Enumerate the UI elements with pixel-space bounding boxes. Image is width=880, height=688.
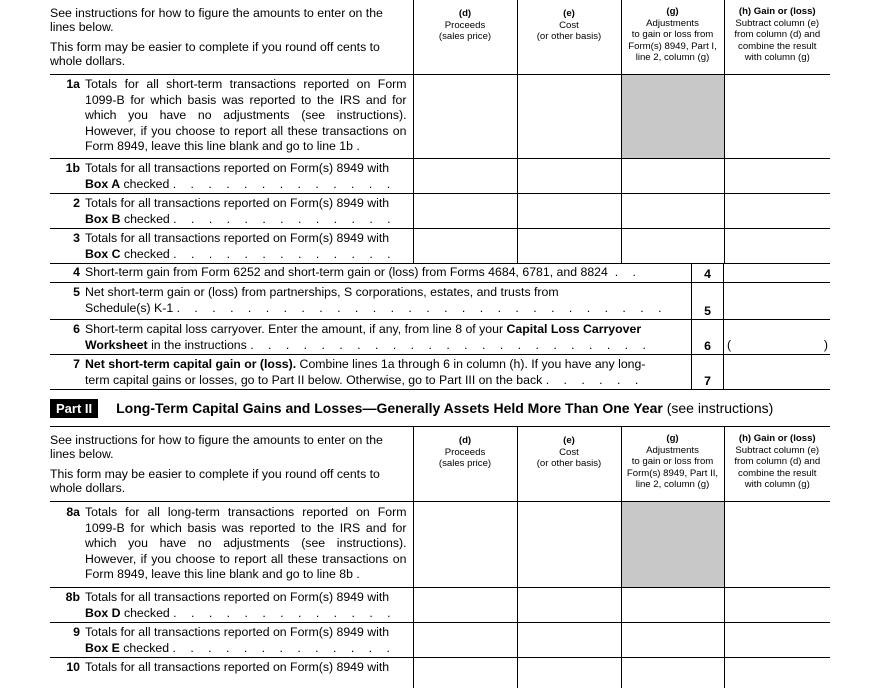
line-2-proceeds-input[interactable] [413, 194, 517, 229]
line-8b-proceeds-input[interactable] [413, 588, 517, 623]
line-number: 2 [73, 196, 80, 210]
line-1b-row: 1b Totals for all transactions reported on Form(s) 8949 with Box A checked . . . . . . . . . . . . . [50, 159, 830, 194]
line-number: 1b [65, 161, 80, 175]
line-2-row: 2 Totals for all transactions reported on Form(s) 8949 with Box B checked . . . . . . . . . . . . . [50, 194, 830, 229]
part2-table [50, 427, 830, 688]
header-instructions [50, 0, 413, 75]
line-1b-text: Totals for all transactions reported on Form(s) 8949 with [85, 161, 390, 175]
line-6-text: Short-term capital loss carryover. Enter the amount, if any, from line 8 of your [85, 322, 507, 336]
line-7-amount-input[interactable] [723, 355, 830, 389]
line-1a-cost-input[interactable] [517, 75, 621, 159]
line-7-bold-text: Net short-term capital gain or (loss). [85, 357, 297, 371]
round-note-text: This form may be easier to complete if you round off cents to whole dollars. [50, 40, 380, 68]
instructions-text: See instructions for how to figure the amounts to enter on the lines below. [50, 433, 383, 461]
part1-header-row [50, 0, 830, 75]
box-label: Box A [85, 176, 121, 191]
line-3-gain-input[interactable] [724, 229, 830, 264]
col-e-header: (e) Cost (or other basis) [517, 0, 621, 75]
line-number: 4 [73, 265, 80, 279]
line-4-row: 4 Short-term gain from Form 6252 and short-term gain or (loss) from Forms 4684, 6781, and 8824 . . 4 [50, 264, 830, 283]
line-2-gain-input[interactable] [724, 194, 830, 229]
line-9-gain-input[interactable] [724, 623, 830, 658]
line-1a-proceeds-input[interactable] [413, 75, 517, 159]
box-label: Box E [85, 640, 120, 655]
line-3-proceeds-input[interactable] [413, 229, 517, 264]
line-1a-adjustments-shaded [621, 75, 724, 159]
line-8a-gain-input[interactable] [724, 502, 830, 588]
line-number: 7 [73, 357, 80, 371]
line-1b-cost-input[interactable] [517, 159, 621, 194]
col-e-header: (e) Cost (or other basis) [517, 427, 621, 502]
line-7-box-number: 7 [691, 355, 723, 389]
line-8a-text: Totals for all long-term transactions reported on Form 1099-B for which basis was reported to the IRS and for which you have no adjustments (see instructions). However, if you choose to report all these transactions on Form 8949, leave this line blank and go to line 8b [85, 505, 407, 581]
line-10-row [50, 658, 830, 688]
line-8a-row: 8a Totals for all long-term transactions reported on Form 1099-B for which basis was reported to the IRS and for which you have no adjustments (see instructions). However, if you choose to report all these transactions on Form 8949, leave this line blank and go to line 8b . [50, 502, 830, 588]
line-5-box-number: 5 [691, 283, 723, 319]
line-9-row: 9 Totals for all transactions reported on Form(s) 8949 with Box E checked . . . . . . . . . . . . . [50, 623, 830, 658]
line-10-text: Totals for all transactions reported on Form(s) 8949 with [85, 660, 390, 674]
line-7-row: 7 Net short-term capital gain or (loss). Combine lines 1a through 6 in column (h). If you have any long- term capital gains or losses, go to Part II below. Otherwise, go to Part III on the back . . . . . . 7 [50, 355, 830, 390]
line-number: 3 [73, 231, 80, 245]
instructions-text: See instructions for how to figure the amounts to enter on the lines below. [50, 6, 383, 34]
line-4-text: Short-term gain from Form 6252 and short-term gain or (loss) from Forms 4684, 6781, and 8824 [85, 265, 608, 279]
line-8a-cost-input[interactable] [517, 502, 621, 588]
line-8b-row: 8b Totals for all transactions reported on Form(s) 8949 with Box D checked . . . . . . . . . . . . . [50, 588, 830, 623]
line-2-cost-input[interactable] [517, 194, 621, 229]
box-label: Box C [85, 246, 121, 261]
col-h-header: (h) Gain or (loss) Subtract column (e) from column (d) and combine the result with column (g) [724, 0, 830, 75]
col-g-header: (g) Adjustments to gain or loss from Form(s) 8949, Part II, line 2, column (g) [621, 427, 724, 502]
line-1a-row: 1a Totals for all short-term transactions reported on Form 1099-B for which basis was reported to the IRS and for which you have no adjustments (see instructions). However, if you choose to report all these transactions on Form 8949, leave this line blank and go to line 1b . [50, 75, 830, 159]
line-3-adjustments-input[interactable] [621, 229, 724, 264]
line-1b-gain-input[interactable] [724, 159, 830, 194]
line-8a-adjustments-shaded [621, 502, 724, 588]
col-h-header: (h) Gain or (loss) Subtract column (e) from column (d) and combine the result with column (g) [724, 427, 830, 502]
line-9-cost-input[interactable] [517, 623, 621, 658]
line-number: 9 [73, 625, 80, 639]
line-number: 1a [66, 77, 80, 91]
line-8b-gain-input[interactable] [724, 588, 830, 623]
line-3-row: 3 Totals for all transactions reported on Form(s) 8949 with Box C checked . . . . . . . . . . . . . [50, 229, 830, 264]
line-3-text: Totals for all transactions reported on Form(s) 8949 with [85, 231, 390, 245]
line-2-text: Totals for all transactions reported on Form(s) 8949 with [85, 196, 390, 210]
line-6-amount-input[interactable] [723, 320, 830, 354]
line-1b-adjustments-input[interactable] [621, 159, 724, 194]
line-10-proceeds-input[interactable] [413, 658, 517, 688]
line-5-row: 5 Net short-term gain or (loss) from partnerships, S corporations, estates, and trusts from Schedule(s) K-1 . . . . . . . . . . . . . . . . . . . . . . . . . . . . 5 [50, 283, 830, 320]
line-9-proceeds-input[interactable] [413, 623, 517, 658]
header-instructions [50, 427, 413, 502]
line-8a-proceeds-input[interactable] [413, 502, 517, 588]
line-10-cost-input[interactable] [517, 658, 621, 688]
close-paren: ) [823, 337, 828, 352]
line-number: 8a [66, 505, 80, 519]
box-label: Box B [85, 211, 121, 226]
line-1a-text: Totals for all short-term transactions reported on Form 1099-B for which basis was reported to the IRS and for which you have no adjustments (see instructions). However, if you choose to report all these transactions on Form 8949, leave this line blank and go to line 1b [85, 77, 407, 153]
part2-title: Long-Term Capital Gains and Losses—Generally Assets Held More Than One Year (see instructions) [116, 400, 774, 416]
line-6-row: 6 Short-term capital loss carryover. Enter the amount, if any, from line 8 of your Capital Loss Carryover Worksheet in the instructions . . . . . . . . . . . . . . . . . . . . . . . 6 ( ) [50, 320, 830, 355]
line-2-adjustments-input[interactable] [621, 194, 724, 229]
box-label: Box D [85, 605, 121, 620]
line-5-text: Net short-term gain or (loss) from partnerships, S corporations, estates, and trusts from [85, 285, 559, 299]
line-9-text: Totals for all transactions reported on Form(s) 8949 with [85, 625, 390, 639]
open-paren: ( [727, 337, 732, 352]
line-4-amount-input[interactable] [723, 264, 830, 282]
line-3-cost-input[interactable] [517, 229, 621, 264]
line-5-amount-input[interactable] [723, 283, 830, 319]
line-number: 6 [73, 322, 80, 336]
line-8b-cost-input[interactable] [517, 588, 621, 623]
col-d-header: (d) Proceeds (sales price) [413, 427, 517, 502]
line-8b-text: Totals for all transactions reported on Form(s) 8949 with [85, 590, 390, 604]
line-10-adjustments-input[interactable] [621, 658, 724, 688]
line-4-box-number: 4 [691, 264, 723, 282]
line-number: 5 [73, 285, 80, 299]
line-number: 8b [65, 590, 80, 604]
line-6-box-number: 6 [691, 320, 723, 354]
part2-badge: Part II [50, 399, 98, 418]
line-9-adjustments-input[interactable] [621, 623, 724, 658]
part2-heading [50, 390, 830, 427]
line-number: 10 [66, 660, 80, 674]
part2-header-row [50, 427, 830, 502]
round-note-text: This form may be easier to complete if you round off cents to whole dollars. [50, 467, 380, 495]
line-10-gain-input[interactable] [724, 658, 830, 688]
line-7-text: Combine lines 1a through 6 in column (h). If you have any long- [296, 357, 646, 371]
col-d-header: (d) Proceeds (sales price) [413, 0, 517, 75]
line-8b-adjustments-input[interactable] [621, 588, 724, 623]
line-1b-proceeds-input[interactable] [413, 159, 517, 194]
line-1a-gain-input[interactable] [724, 75, 830, 159]
col-g-header: (g) Adjustments to gain or loss from Form(s) 8949, Part I, line 2, column (g) [621, 0, 724, 75]
part1-table [50, 0, 830, 264]
schedule-d-form [50, 0, 830, 688]
